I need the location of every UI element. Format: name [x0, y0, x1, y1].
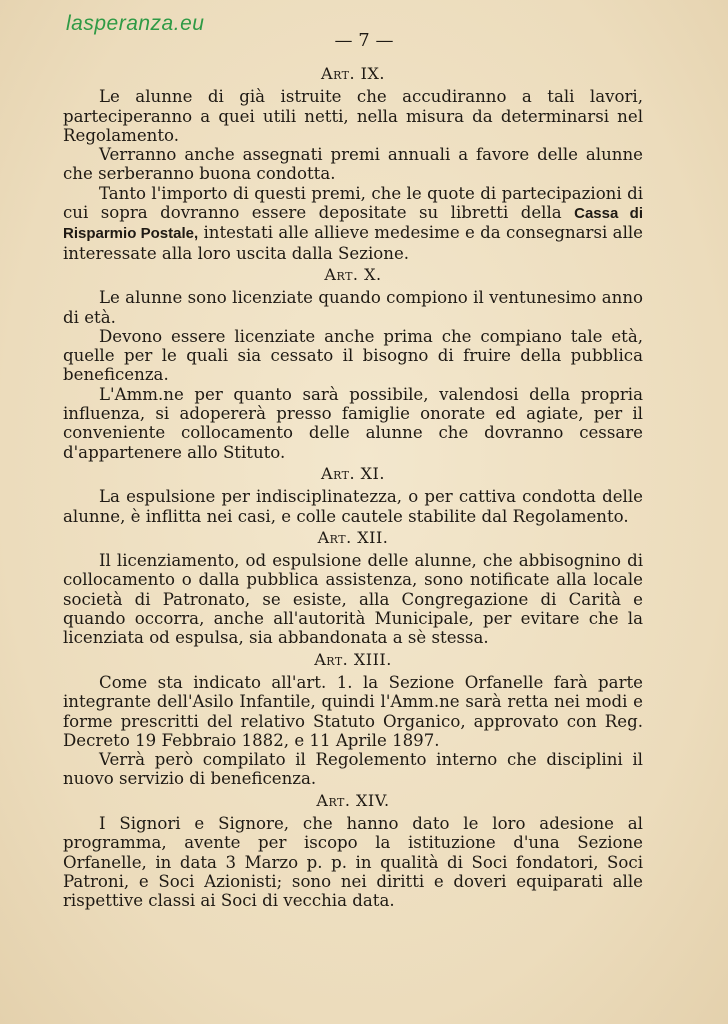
paragraph — [63, 184, 643, 263]
article-heading: Art. XII. — [317, 527, 389, 547]
paragraph: Le alunne sono licenziate quando compiono il ventunesimo anno di età. — [63, 288, 643, 327]
document-body — [63, 62, 643, 910]
paragraph: Verranno anche assegnati premi annuali a favore delle alunne che serberanno buona condotta. — [63, 145, 643, 184]
paragraph-text: intestati alle allieve medesime e da consegnarsi alle interessate alla loro uscita dalla Sezione. — [63, 223, 643, 263]
paragraph: Il licenziamento, od espulsione delle alunne, che abbisognino di collocamento o dalla pubblica assistenza, sono notificate alla locale società di Patronato, se esiste, alla Congregazione di Carità e quando occorra, anche all'autorità Municipale, per evitare che la licenziata od espulsa, sia abbandonata a sè stessa. — [63, 551, 643, 648]
article-heading: Art. XIV. — [316, 790, 390, 810]
bank-name: Cassa di Risparmio Postale, — [63, 205, 643, 243]
article-heading: Art. IX. — [321, 64, 385, 83]
article-heading: Art. XI. — [321, 463, 385, 483]
paragraph: Verrà però compilato il Regolemento interno che disciplini il nuovo servizio di beneficenza. — [63, 750, 643, 789]
paragraph: Devono essere licenziate anche prima che compiano tale età, quelle per le quali sia cessato il bisogno di fruire della pubblica beneficenza. — [63, 326, 643, 385]
paragraph: Come sta indicato all'art. 1. la Sezione Orfanelle farà parte integrante dell'Asilo Infantile, quindi l'Amm.ne sarà retta nei modi e forme prescritti del relativo Statuto Organico, approvato con Reg. Decreto 19 Febbraio 1882, e 11 Aprile 1897. — [63, 672, 643, 750]
page-number: — 7 — — [334, 30, 394, 51]
paragraph: L'Amm.ne per quanto sarà possibile, valendosi della propria influenza, si adopererà presso famiglie onorate ed agiate, per il conveniente collocamento delle alunne che dovranno cessare d'appartenere allo Stituto. — [63, 384, 643, 462]
paragraph-text: Tanto l'importo di questi premi, che le quote di partecipazioni di cui sopra dovranno essere depositate su libretti della — [63, 183, 643, 223]
article-heading: Art. XIII. — [314, 649, 392, 669]
article-heading: Art. X. — [324, 264, 382, 284]
paragraph: I Signori e Signore, che hanno dato le loro adesione al programma, avente per iscopo la istituzione d'una Sezione Orfanelle, in data 3 Marzo p. p. in qualità di Soci fondatori, Soci Patroni, e Soci Azionisti; sono nei diritti e doveri equiparati alle rispettive classi ai Soci di vecchia data. — [63, 813, 643, 911]
paragraph: La espulsione per indisciplinatezza, o per cattiva condotta delle alunne, è inflitta nei casi, e colle cautele stabilite dal Regolamento. — [63, 487, 643, 526]
watermark: lasperanza.eu — [66, 12, 205, 35]
paragraph: Le alunne di già istruite che accudiranno a tali lavori, parteciperanno a quei utili netti, nella misura da determinarsi nel Regolamento. — [63, 87, 643, 145]
